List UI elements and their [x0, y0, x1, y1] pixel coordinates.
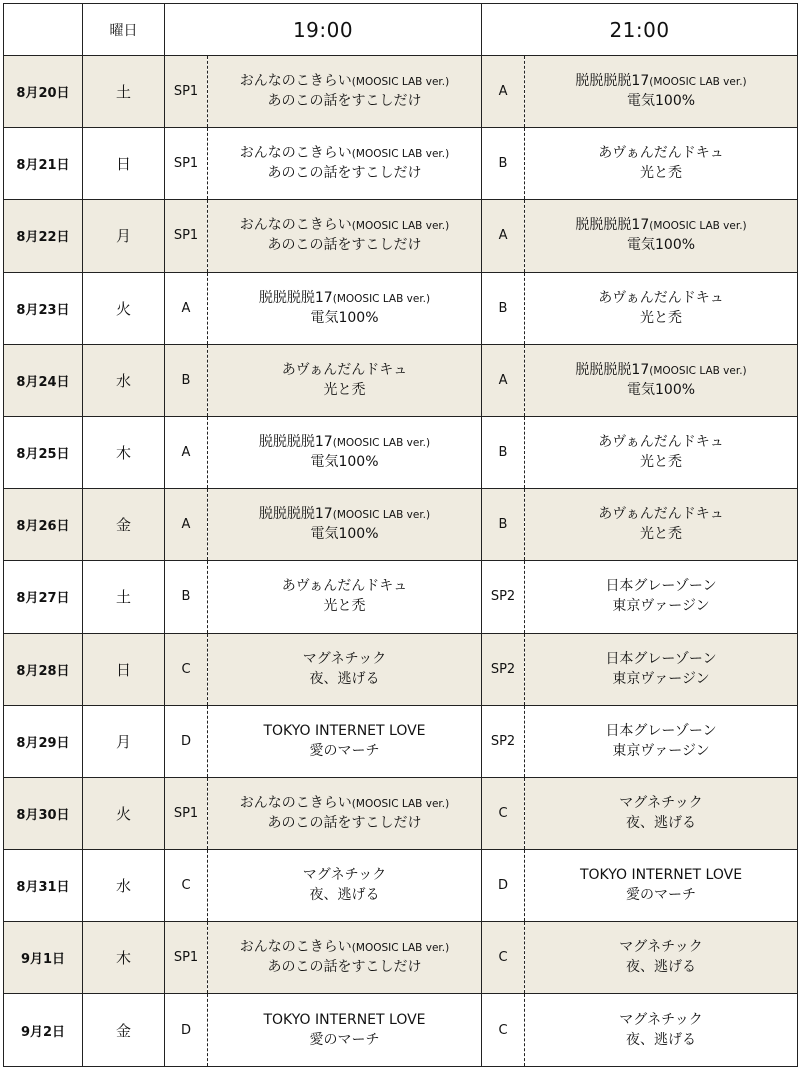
- slot1-program-code: A: [165, 489, 208, 561]
- slot1-film-title-2: あのこの話をすこしだけ: [267, 814, 422, 831]
- slot1-film-title-2: 夜、逃げる: [309, 670, 380, 687]
- date-cell: 8月30日: [4, 777, 83, 849]
- schedule-row: [4, 922, 798, 994]
- slot1-film-title-2: あのこの話をすこしだけ: [267, 165, 422, 182]
- slot1-films: [208, 489, 482, 561]
- slot1-film-title-2: あのこの話をすこしだけ: [267, 93, 422, 110]
- slot1-films: [208, 850, 482, 922]
- slot2-film-title-2: 東京ヴァージン: [612, 670, 710, 687]
- slot1-film-line-1: [208, 650, 481, 670]
- slot1-program-code: B: [165, 561, 208, 633]
- slot1-film-title-2: 電気100%: [310, 454, 379, 471]
- slot1-film-line-1: [208, 577, 481, 597]
- slot1-films: [208, 416, 482, 488]
- slot1-program-code: SP1: [165, 922, 208, 994]
- slot2-film-title-1: 脱脱脱脱17: [575, 217, 650, 234]
- schedule-row: [4, 777, 798, 849]
- header-blank-cell: [4, 4, 83, 56]
- slot1-films: [208, 56, 482, 128]
- slot1-film-line-1: [208, 144, 481, 164]
- slot2-films: [525, 56, 798, 128]
- schedule-row: [4, 850, 798, 922]
- slot2-film-title-1: あヴぁんだんドキュ: [598, 145, 724, 162]
- slot2-film-title-2: 東京ヴァージン: [612, 742, 710, 759]
- slot2-program-code: C: [482, 922, 525, 994]
- slot1-film-version: (MOOSIC LAB ver.): [351, 76, 450, 89]
- slot1-film-title-1: あヴぁんだんドキュ: [281, 361, 408, 378]
- slot2-films: [525, 128, 798, 200]
- weekday-cell: 日: [83, 128, 165, 200]
- slot2-film-line-1: [525, 289, 797, 309]
- slot1-film-title-1: 脱脱脱脱17: [258, 506, 333, 523]
- slot2-film-title-2: 光と禿: [640, 309, 683, 326]
- slot2-films: [525, 705, 798, 777]
- schedule-row: [4, 994, 798, 1066]
- slot1-film-title-1: おんなのこきらい: [239, 145, 352, 162]
- slot2-program-code: C: [482, 994, 525, 1066]
- slot2-film-title-1: 日本グレーゾーン: [605, 650, 717, 667]
- slot1-film-version: (MOOSIC LAB ver.): [332, 509, 431, 522]
- schedule-row: [4, 128, 798, 200]
- slot2-film-line-1: [525, 361, 797, 381]
- slot1-film-title-2: あのこの話をすこしだけ: [267, 237, 422, 254]
- slot1-program-code: SP1: [165, 200, 208, 272]
- slot2-films: [525, 994, 798, 1066]
- slot2-film-line-1: [525, 866, 797, 886]
- slot1-program-code: SP1: [165, 56, 208, 128]
- slot2-films: [525, 850, 798, 922]
- slot1-program-code: C: [165, 850, 208, 922]
- weekday-cell: 土: [83, 561, 165, 633]
- slot1-film-title-1: おんなのこきらい: [239, 73, 352, 90]
- schedule-row: [4, 561, 798, 633]
- slot2-film-line-1: [525, 216, 797, 236]
- slot2-films: [525, 416, 798, 488]
- date-cell: 8月28日: [4, 633, 83, 705]
- slot1-films: [208, 994, 482, 1066]
- slot2-film-line-1: [525, 433, 797, 453]
- slot1-film-line-1: [208, 1011, 481, 1031]
- header-day-of-week: 曜日: [83, 4, 165, 56]
- slot1-film-title-1: TOKYO INTERNET LOVE: [263, 722, 426, 739]
- screening-schedule-table: [3, 3, 798, 1067]
- slot1-film-version: (MOOSIC LAB ver.): [351, 220, 450, 233]
- slot2-film-line-1: [525, 144, 797, 164]
- slot2-films: [525, 272, 798, 344]
- slot2-film-line-1: [525, 505, 797, 525]
- slot1-films: [208, 633, 482, 705]
- slot1-film-title-1: 脱脱脱脱17: [258, 289, 333, 306]
- slot1-program-code: C: [165, 633, 208, 705]
- slot2-program-code: B: [482, 416, 525, 488]
- slot1-film-title-2: あのこの話をすこしだけ: [267, 959, 422, 976]
- slot2-films: [525, 200, 798, 272]
- slot2-film-title-1: 日本グレーゾーン: [605, 722, 717, 739]
- slot2-film-version: (MOOSIC LAB ver.): [649, 220, 747, 233]
- slot1-film-line-1: [208, 72, 481, 92]
- slot2-film-title-2: 夜、逃げる: [626, 1031, 697, 1048]
- slot2-film-title-2: 光と禿: [640, 454, 683, 471]
- header-slot-1900: 19:00: [165, 4, 482, 56]
- weekday-cell: 月: [83, 200, 165, 272]
- slot2-films: [525, 922, 798, 994]
- slot1-film-line-1: [208, 216, 481, 236]
- slot2-film-version: (MOOSIC LAB ver.): [649, 76, 747, 89]
- slot2-program-code: C: [482, 777, 525, 849]
- slot1-program-code: A: [165, 272, 208, 344]
- slot1-films: [208, 705, 482, 777]
- slot1-films: [208, 344, 482, 416]
- date-cell: 8月27日: [4, 561, 83, 633]
- date-cell: 8月23日: [4, 272, 83, 344]
- weekday-cell: 日: [83, 633, 165, 705]
- slot2-film-line-1: [525, 577, 797, 597]
- slot2-films: [525, 777, 798, 849]
- slot1-film-line-1: [208, 794, 481, 814]
- slot2-film-line-1: [525, 938, 797, 958]
- schedule-row: [4, 344, 798, 416]
- slot2-film-version: (MOOSIC LAB ver.): [649, 364, 747, 377]
- date-cell: 8月21日: [4, 128, 83, 200]
- slot1-film-title-2: 光と禿: [323, 381, 366, 398]
- slot2-film-title-1: TOKYO INTERNET LOVE: [579, 867, 743, 884]
- slot1-film-title-2: 愛のマーチ: [309, 742, 380, 759]
- weekday-cell: 木: [83, 922, 165, 994]
- slot2-program-code: A: [482, 200, 525, 272]
- slot1-film-title-2: 電気100%: [310, 526, 379, 543]
- slot2-films: [525, 561, 798, 633]
- weekday-cell: 水: [83, 344, 165, 416]
- slot2-film-title-1: 日本グレーゾーン: [605, 578, 717, 595]
- date-cell: 8月20日: [4, 56, 83, 128]
- slot1-films: [208, 128, 482, 200]
- slot2-films: [525, 489, 798, 561]
- slot1-film-line-1: [208, 289, 481, 309]
- slot1-film-title-2: 光と禿: [323, 598, 366, 615]
- slot2-film-title-2: 夜、逃げる: [626, 959, 697, 976]
- date-cell: 8月29日: [4, 705, 83, 777]
- slot1-films: [208, 200, 482, 272]
- slot2-film-title-1: マグネチック: [619, 939, 703, 956]
- slot1-film-title-1: マグネチック: [302, 650, 387, 667]
- slot1-film-line-1: [208, 361, 481, 381]
- weekday-cell: 月: [83, 705, 165, 777]
- slot1-film-title-1: TOKYO INTERNET LOVE: [263, 1011, 426, 1028]
- header-slot-2100: 21:00: [482, 4, 798, 56]
- date-cell: 8月25日: [4, 416, 83, 488]
- slot2-film-line-1: [525, 72, 797, 92]
- slot1-program-code: D: [165, 994, 208, 1066]
- weekday-cell: 水: [83, 850, 165, 922]
- schedule-row: [4, 416, 798, 488]
- slot1-film-version: (MOOSIC LAB ver.): [351, 942, 450, 955]
- slot2-film-line-1: [525, 650, 797, 670]
- weekday-cell: 木: [83, 416, 165, 488]
- schedule-body: [4, 56, 798, 1067]
- weekday-cell: 土: [83, 56, 165, 128]
- slot2-film-title-1: あヴぁんだんドキュ: [598, 506, 724, 523]
- slot1-film-title-1: おんなのこきらい: [239, 794, 352, 811]
- weekday-cell: 火: [83, 777, 165, 849]
- slot2-film-title-2: 愛のマーチ: [626, 887, 697, 904]
- date-cell: 8月24日: [4, 344, 83, 416]
- slot1-program-code: SP1: [165, 777, 208, 849]
- schedule-row: [4, 633, 798, 705]
- slot1-film-title-1: マグネチック: [302, 867, 387, 884]
- schedule-row: [4, 489, 798, 561]
- schedule-row: [4, 705, 798, 777]
- weekday-cell: 金: [83, 489, 165, 561]
- slot2-film-title-1: 脱脱脱脱17: [575, 361, 650, 378]
- slot2-program-code: A: [482, 56, 525, 128]
- slot1-film-title-1: おんなのこきらい: [239, 217, 352, 234]
- slot2-program-code: SP2: [482, 633, 525, 705]
- slot2-film-line-1: [525, 1011, 797, 1031]
- slot2-film-title-1: マグネチック: [619, 1011, 703, 1028]
- schedule-row: [4, 200, 798, 272]
- weekday-cell: 金: [83, 994, 165, 1066]
- slot2-film-title-2: 夜、逃げる: [626, 814, 697, 831]
- slot2-program-code: A: [482, 344, 525, 416]
- date-cell: 8月31日: [4, 850, 83, 922]
- slot1-film-title-2: 電気100%: [310, 309, 379, 326]
- slot2-film-title-1: あヴぁんだんドキュ: [598, 434, 724, 451]
- slot2-film-title-2: 電気100%: [627, 237, 696, 254]
- slot1-film-title-1: おんなのこきらい: [239, 939, 352, 956]
- slot2-film-line-1: [525, 794, 797, 814]
- slot1-program-code: A: [165, 416, 208, 488]
- slot2-program-code: SP2: [482, 561, 525, 633]
- date-cell: 9月2日: [4, 994, 83, 1066]
- slot2-program-code: D: [482, 850, 525, 922]
- slot1-film-title-2: 夜、逃げる: [309, 887, 380, 904]
- slot1-program-code: D: [165, 705, 208, 777]
- slot2-film-title-1: あヴぁんだんドキュ: [598, 289, 724, 306]
- slot2-program-code: B: [482, 489, 525, 561]
- date-cell: 8月26日: [4, 489, 83, 561]
- slot1-film-line-1: [208, 433, 481, 453]
- header-row: [4, 4, 798, 56]
- slot2-film-line-1: [525, 722, 797, 742]
- slot1-film-line-1: [208, 505, 481, 525]
- slot1-film-version: (MOOSIC LAB ver.): [351, 148, 450, 161]
- slot2-program-code: SP2: [482, 705, 525, 777]
- slot1-films: [208, 272, 482, 344]
- slot1-film-version: (MOOSIC LAB ver.): [332, 437, 431, 450]
- slot1-films: [208, 922, 482, 994]
- date-cell: 8月22日: [4, 200, 83, 272]
- slot1-film-line-1: [208, 866, 481, 886]
- schedule-row: [4, 56, 798, 128]
- slot2-program-code: B: [482, 272, 525, 344]
- slot1-program-code: B: [165, 344, 208, 416]
- slot2-program-code: B: [482, 128, 525, 200]
- slot1-films: [208, 561, 482, 633]
- slot1-film-line-1: [208, 722, 481, 742]
- slot2-films: [525, 344, 798, 416]
- slot1-film-title-2: 愛のマーチ: [309, 1031, 380, 1048]
- slot2-film-title-2: 光と禿: [640, 526, 683, 543]
- slot2-film-title-1: 脱脱脱脱17: [575, 73, 650, 90]
- slot1-film-title-1: あヴぁんだんドキュ: [281, 578, 408, 595]
- slot2-film-title-2: 電気100%: [627, 381, 696, 398]
- date-cell: 9月1日: [4, 922, 83, 994]
- weekday-cell: 火: [83, 272, 165, 344]
- slot1-films: [208, 777, 482, 849]
- slot2-film-title-1: マグネチック: [619, 794, 703, 811]
- slot1-program-code: SP1: [165, 128, 208, 200]
- slot2-film-title-2: 光と禿: [640, 165, 683, 182]
- slot1-film-version: (MOOSIC LAB ver.): [332, 292, 431, 305]
- slot1-film-line-1: [208, 938, 481, 958]
- slot1-film-title-1: 脱脱脱脱17: [258, 434, 333, 451]
- schedule-row: [4, 272, 798, 344]
- slot1-film-version: (MOOSIC LAB ver.): [351, 797, 450, 810]
- slot2-film-title-2: 電気100%: [627, 93, 696, 110]
- slot2-films: [525, 633, 798, 705]
- slot2-film-title-2: 東京ヴァージン: [612, 598, 710, 615]
